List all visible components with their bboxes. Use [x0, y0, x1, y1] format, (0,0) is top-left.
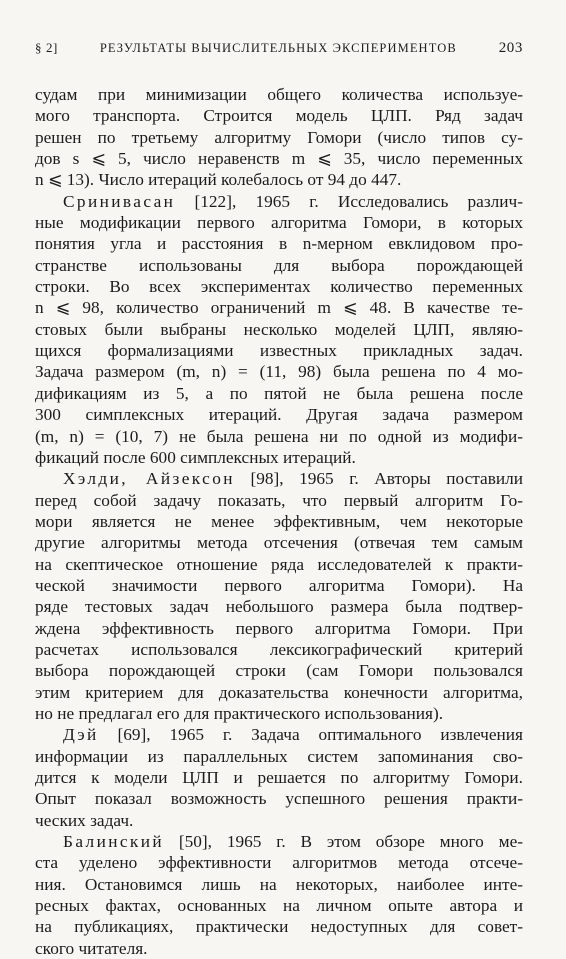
paragraph — [35, 191, 523, 468]
text-line: Балинский [50], 1965 г. В этом обзоре много ме- — [63, 832, 523, 852]
text-line: строки. Во всех экспериментах количество переменных — [35, 277, 523, 297]
book-page — [35, 40, 523, 959]
text-line: ческих задач. — [35, 810, 134, 830]
author-name: Дэй — [63, 725, 99, 745]
author-name: Сринивасан — [63, 191, 176, 211]
text-line: n ⩽ 13). Число итераций колебалось от 94 до 447. — [35, 170, 402, 190]
text-line: странстве использованы для выбора порождающей — [35, 255, 523, 275]
text-line: ресных фактах, основанных на личном опыте автора и — [35, 896, 523, 916]
author-name: Хэлди, Айзексон — [63, 469, 235, 489]
paragraph — [35, 468, 523, 724]
text-line: ные модификации первого алгоритма Гомори, в которых — [35, 213, 523, 233]
text-line: судам при минимизации общего количества используе- — [35, 85, 523, 104]
text-line: мори является не менее эффективным, чем некоторые — [35, 511, 523, 531]
text-line: щихся формализациями известных прикладных задач. — [35, 341, 523, 361]
text-line: на публикациях, практически недоступных для совет- — [35, 917, 523, 937]
text-line: ского читателя. — [35, 938, 148, 958]
text-line: решен по третьему алгоритму Гомори (число типов су- — [35, 127, 523, 147]
text-line: ряде тестовых задач небольшого размера была подтвер- — [35, 597, 523, 617]
text-line: Хэлди, Айзексон [98], 1965 г. Авторы поставили — [63, 469, 523, 489]
text-line: стовых были выбраны несколько моделей ЦЛП, являю- — [35, 319, 523, 339]
text-line: Сринивасан [122], 1965 г. Исследовались различ- — [63, 191, 523, 211]
author-name: Балинский — [63, 832, 165, 852]
text-line: но не предлагал его для практического использования). — [35, 703, 444, 723]
page-number: 203 — [498, 40, 523, 56]
paragraph — [35, 831, 523, 959]
page-body — [35, 84, 523, 959]
text-line: дится к модели ЦЛП и решается по алгоритму Гомори. — [35, 768, 523, 787]
text-line: (m, n) = (10, 7) не была решена ни по одной из модифи- — [35, 426, 523, 446]
text-line: перед собой задачу показать, что первый алгоритм Го- — [35, 490, 523, 510]
page-header — [35, 40, 523, 64]
text-line: мого транспорта. Строится модель ЦЛП. Ряд задач — [35, 106, 523, 126]
text-line: ческой значимости первого алгоритма Гомори). На — [35, 575, 523, 595]
text-line: информации из параллельных систем запоминания сво- — [35, 746, 523, 766]
text-line: ния. Остановимся лишь на некоторых, наиболее инте- — [35, 874, 523, 894]
text-line: фикаций после 600 симплексных итераций. — [35, 447, 356, 467]
text-line: расчетах использовался лексикографический критерий — [35, 639, 523, 659]
text-line: Опыт показал возможность успешного решения практи- — [35, 789, 523, 809]
text-line: 300 симплексных итераций. Другая задача размером — [35, 405, 523, 425]
paragraph — [35, 724, 523, 831]
text-line: Задача размером (m, n) = (11, 98) была решена по 4 мо- — [35, 362, 523, 382]
text-line: этим критерием для доказательства конечности алгоритма, — [35, 682, 523, 702]
text-line: другие алгоритмы метода отсечения (отвечая тем самым — [35, 533, 523, 553]
text-line: Дэй [69], 1965 г. Задача оптимального извлечения — [63, 725, 523, 745]
text-line: ста уделено эффективности алгоритмов метода отсече- — [35, 853, 523, 873]
text-line: дификациям из 5, а по пятой не была решена после — [35, 383, 523, 403]
text-line: на скептическое отношение ряда исследователей к практи- — [35, 554, 523, 574]
text-line: понятия угла и расстояния в n-мерном евклидовом про- — [35, 234, 523, 254]
section-mark: § 2] — [35, 40, 58, 55]
text-line: n ⩽ 98, количество ограничений m ⩽ 48. В качестве те- — [35, 298, 523, 318]
text-line: ждена эффективность первого алгоритма Гомори. При — [35, 618, 523, 638]
paragraph — [35, 84, 523, 191]
text-line: выбора порождающей строки (сам Гомори пользовался — [35, 661, 523, 681]
text-line: дов s ⩽ 5, число неравенств m ⩽ 35, число переменных — [35, 149, 523, 169]
running-title: РЕЗУЛЬТАТЫ ВЫЧИСЛИТЕЛЬНЫХ ЭКСПЕРИМЕНТОВ — [99, 41, 457, 55]
